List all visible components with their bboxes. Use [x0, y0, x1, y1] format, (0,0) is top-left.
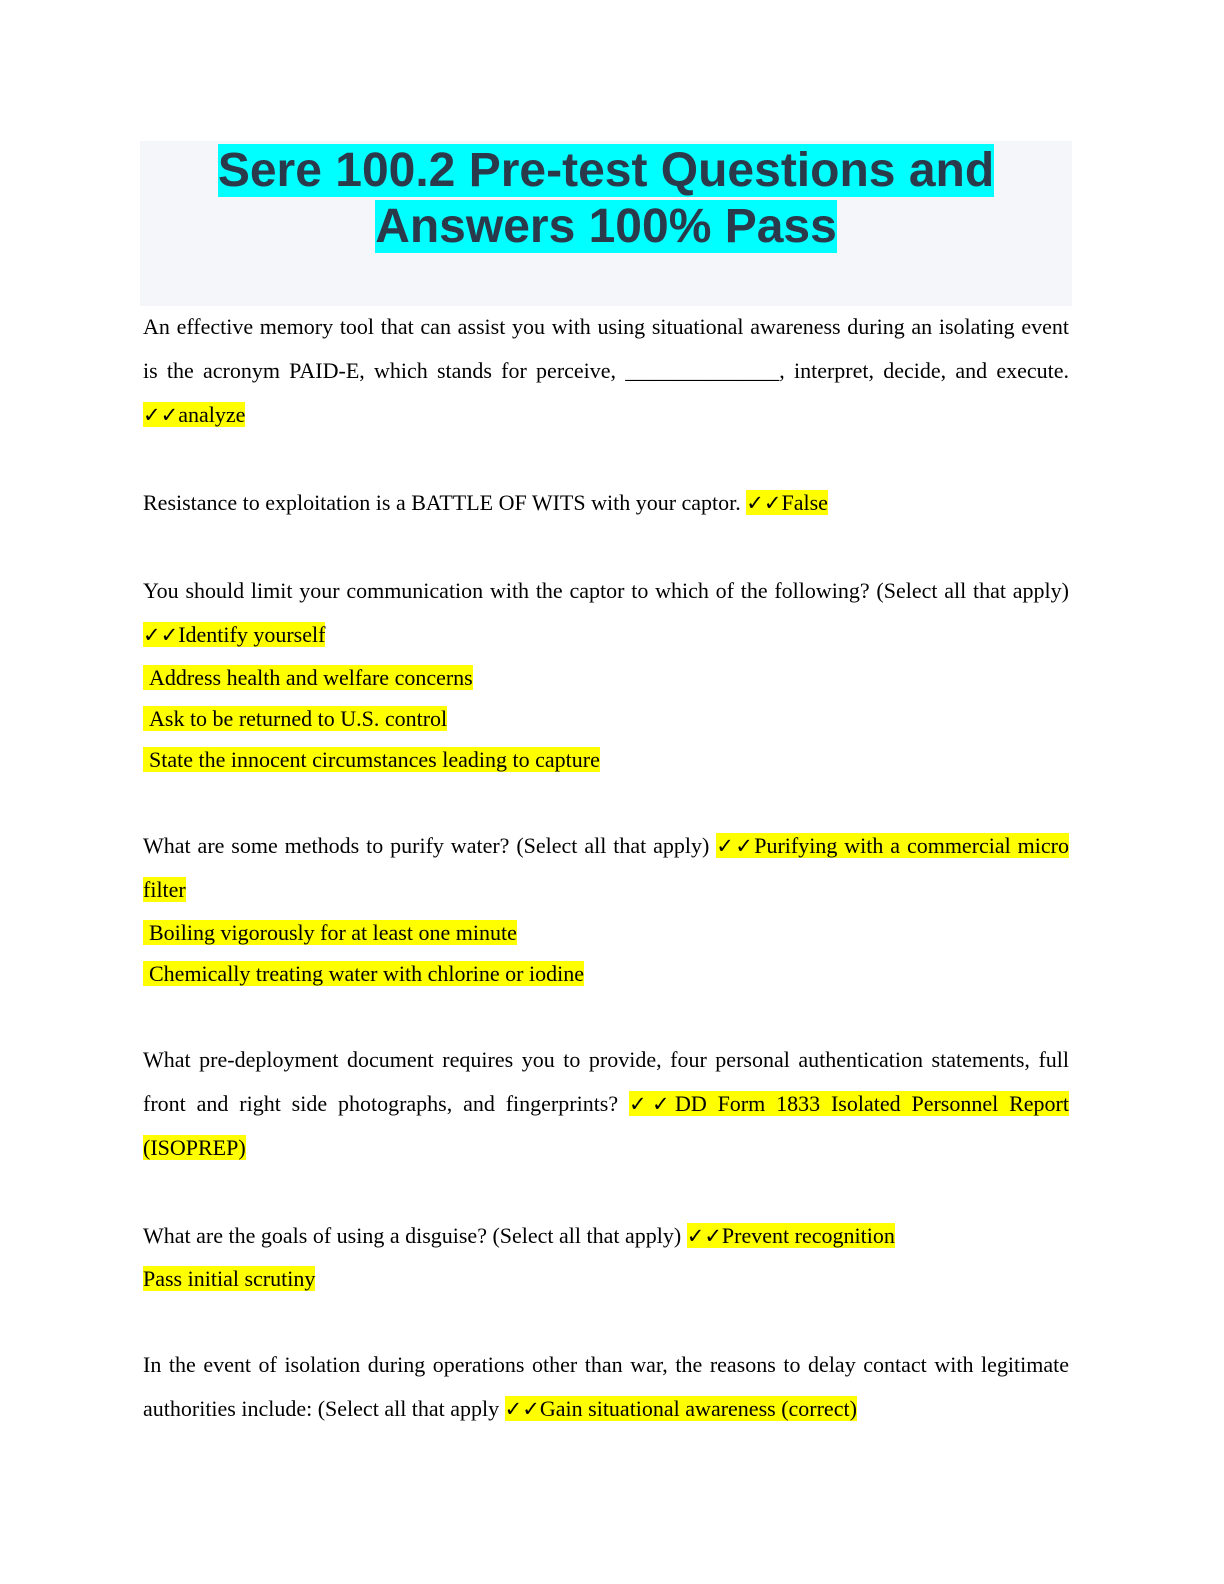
- page-title: [140, 143, 1072, 255]
- answer-text: Ask to be returned to U.S. control: [143, 706, 447, 731]
- checkmark-icon: ✓✓: [686, 1224, 722, 1248]
- question-text: What are the goals of using a disguise? (Select all that apply): [143, 1223, 682, 1248]
- question-text: In the event of isolation during operations other than war, the reasons to delay contact with legitimate authorities include: (Select all that apply: [143, 1352, 1069, 1421]
- question-text: What pre-deployment document requires you to provide, four personal authentication statements, full front and right side photographs, and fingerprints?: [143, 1047, 1069, 1116]
- answer-text: Prevent recognition: [721, 1223, 895, 1248]
- answer-highlight: [746, 490, 828, 515]
- answer-highlight: [143, 402, 245, 427]
- checkmark-icon: ✓✓: [746, 491, 782, 515]
- question-5: [143, 1038, 1069, 1170]
- answer-text: Pass initial scrutiny: [143, 1266, 316, 1291]
- answer-text: State the innocent circumstances leading to capture: [143, 747, 600, 772]
- answer-text: Boiling vigorously for at least one minute: [143, 920, 517, 945]
- question-4: [143, 824, 1069, 912]
- answer-text: DD Form 1833 Isolated Personnel Report (ISOPREP): [143, 1091, 1069, 1160]
- checkmark-icon: ✓✓: [143, 623, 179, 647]
- checkmark-icon: ✓✓: [143, 403, 179, 427]
- answer-line: [143, 698, 1069, 739]
- answer-line: [143, 953, 1069, 994]
- question-text: An effective memory tool that can assist you with using situational awareness during an isolating event is the acronym PAID-E, which stands for perceive, ______________, interpret, decide, and execute.: [143, 314, 1069, 383]
- checkmark-icon: ✓✓: [504, 1397, 540, 1421]
- answer-highlight: [505, 1396, 857, 1421]
- question-6: [143, 1214, 1069, 1258]
- question-3: [143, 569, 1069, 657]
- answer-line: [143, 912, 1069, 953]
- answer-text: Identify yourself: [178, 622, 326, 647]
- checkmark-icon: ✓✓: [716, 834, 755, 858]
- answer-line: [143, 657, 1069, 698]
- answer-text: Chemically treating water with chlorine or iodine: [143, 961, 584, 986]
- question-7: [143, 1343, 1069, 1431]
- answer-highlight: [687, 1223, 895, 1248]
- answer-highlight: [143, 622, 325, 647]
- answer-text: Gain situational awareness (correct): [539, 1396, 857, 1421]
- answer-text: analyze: [178, 402, 246, 427]
- title-text: Sere 100.2 Pre-test Questions and Answers 100% Pass: [217, 144, 995, 253]
- document-body: [143, 305, 1069, 1431]
- answer-line: [143, 1258, 1069, 1299]
- answer-text: False: [781, 490, 828, 515]
- answer-text: Address health and welfare concerns: [143, 665, 473, 690]
- question-text: Resistance to exploitation is a BATTLE OF WITS with your captor.: [143, 490, 741, 515]
- answer-text: Purifying with a commercial micro filter: [143, 833, 1069, 902]
- checkmark-icon: ✓✓: [629, 1092, 675, 1116]
- answer-line: [143, 739, 1069, 780]
- question-text: You should limit your communication with the captor to which of the following? (Select all that apply): [143, 578, 1069, 603]
- question-1: [143, 305, 1069, 437]
- question-2: [143, 481, 1069, 525]
- question-text: What are some methods to purify water? (Select all that apply): [143, 833, 710, 858]
